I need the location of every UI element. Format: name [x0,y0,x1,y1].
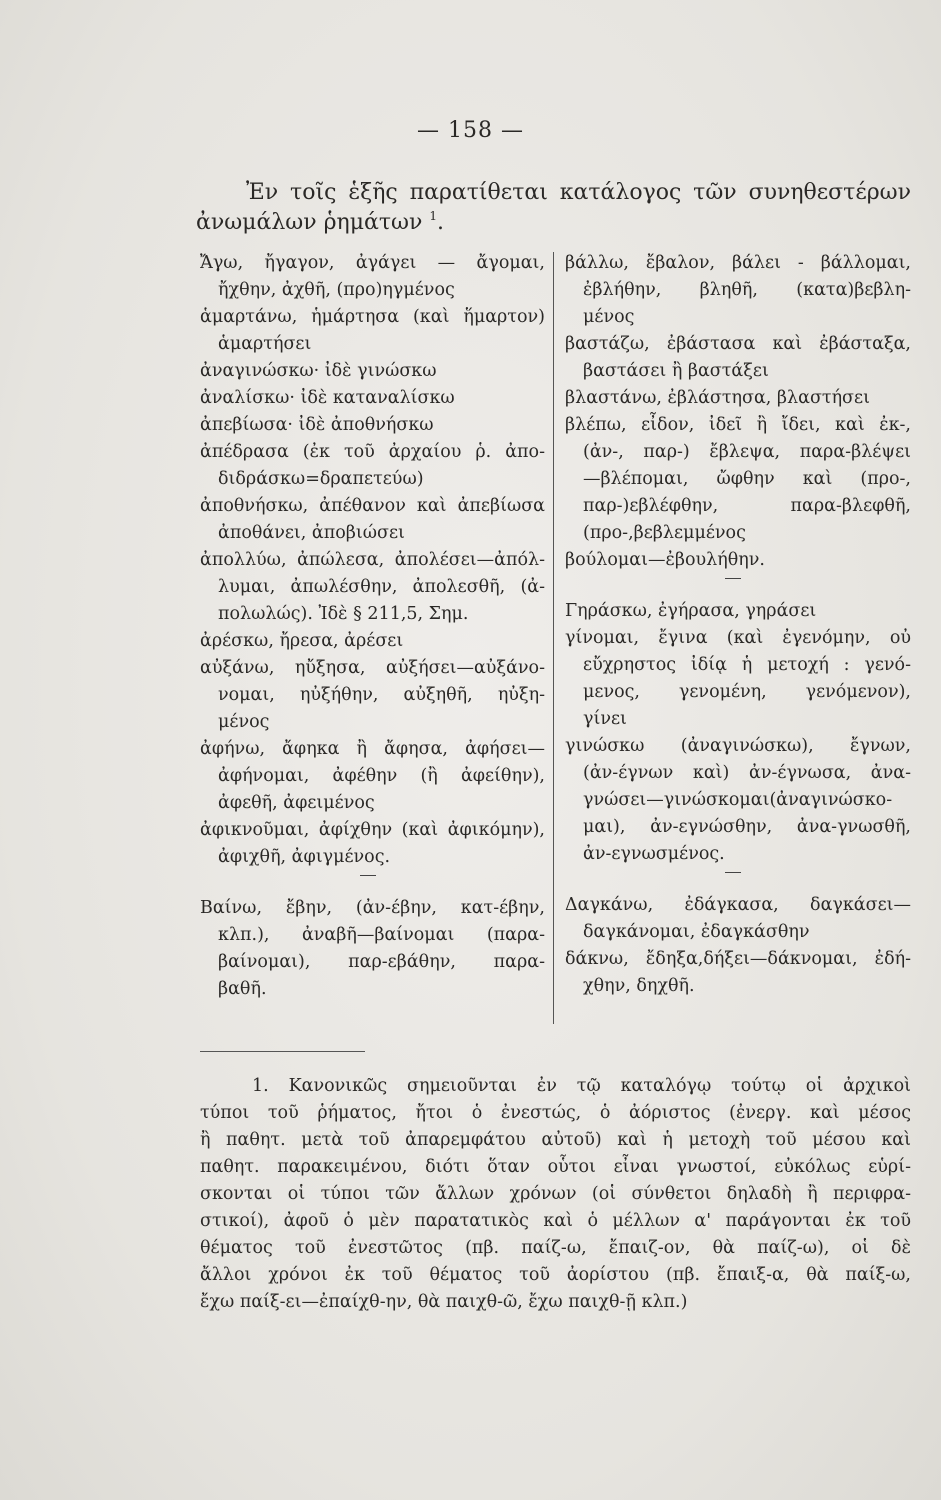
verb-entry-line: ἀποθνήσκω, ἀπέθανον καὶ ἀπεβίωσα [200,496,545,516]
separator-dash [725,578,741,579]
verb-entry-line: ἀφήνω, ἄφηκα ἢ ἄφησα, ἀφήσει— [200,739,545,759]
verb-entry-line: ἀναλίσκω· ἰδὲ καταναλίσκω [200,388,455,408]
verb-entry-line: Ἄγω, ἤγαγον, ἀγάγει — ἄγομαι, [200,253,545,273]
footnote-line: 1. Κανονικῶς σημειοῦνται ἐν τῷ καταλόγῳ τούτῳ οἱ ἀρχικοὶ [252,1076,911,1096]
verb-entry-line: ἀφικνοῦμαι, ἀφίχθην (καὶ ἀφικόμην), [200,820,545,840]
verb-entry-line: λυμαι, ἀπωλέσθην, ἀπολεσθῆ, (ἀ- [218,577,545,597]
footnote-line: ἄλλοι χρόνοι ἐκ τοῦ θέματος τοῦ ἀορίστου (πβ. ἔπαιξ-α, θὰ παίξ-ω, [200,1265,911,1285]
verb-entry-line: βαστάσει ἢ βαστάξει [583,361,769,381]
verb-entry-line: διδράσκω=δραπετεύω) [218,469,424,489]
intro-line: Ἐν τοῖς ἑξῆς παρατίθεται κατάλογος τῶν συνηθεστέρων [246,180,911,205]
verb-entry-line: (προ-,βεβλεμμένος [583,523,746,543]
verb-entry [565,412,911,547]
footnote-line: τύποι τοῦ ῥήματος, ἤτοι ὁ ἐνεστώς, ὁ ἀόριστος (ἐνεργ. καὶ μέσος [200,1103,911,1123]
footnote-rule [200,1051,365,1052]
separator-dash [360,875,376,876]
verb-entry [565,250,911,331]
footnote-line: θέματος τοῦ ἐνεστῶτος (πβ. παίζ-ω, ἔπαιζ-ον, θὰ παίζ-ω), οἱ δὲ [200,1238,911,1258]
verb-entry-line: Γηράσκω, ἐγήρασα, γηράσει [565,601,817,621]
verb-entry-line: παρ-)εβλέφθην, παρα-βλεφθῆ, [583,496,911,516]
verb-entry-line: ἁμαρτήσει [218,334,312,354]
verb-entry-line: ἀναγινώσκω· ἰδὲ γινώσκω [200,361,437,381]
verb-entry-line: μενος, γενομένη, γενόμενον), [583,682,911,702]
footnote-line: σκονται οἱ τύποι τῶν ἄλλων χρόνων (οἱ σύνθετοι δηλαδὴ ἢ περιφρα- [200,1184,911,1204]
verb-entry [565,547,911,574]
verb-entry-line: μένος [583,307,635,327]
verb-entry-line: βλαστάνω, ἐβλάστησα, βλαστήσει [565,388,870,408]
verb-entry-line: νομαι, ηὐξήθην, αὐξηθῆ, ηὐξη- [218,685,545,705]
footnote-line: παθητ. παρακειμένου, διότι ὅταν οὗτοι εἶναι γνωστοί, εὐκόλως εὑρί- [200,1157,911,1177]
verb-entry [200,385,545,412]
verb-entry-line: δαγκάνομαι, ἐδαγκάσθην [583,922,810,942]
verb-entry [200,736,545,817]
verb-entry-line: γίνομαι, ἔγινα (καὶ ἐγενόμην, οὐ [565,628,911,648]
section-separator [200,871,545,895]
verb-entry [200,493,545,547]
verb-entry-line: βλέπω, εἶδον, ἰδεῖ ἢ ἴδει, καὶ ἐκ-, [565,415,911,435]
verb-entry [200,547,545,628]
verb-entry [200,439,545,493]
intro-paragraph [196,178,911,238]
left-column [200,250,545,1003]
intro-line: ἀνωμάλων ῥημάτων $^1$. [196,209,444,235]
verb-entry-line: ἀφεθῆ, ἀφειμένος [218,793,375,813]
verb-entry-line: κλπ.), ἀναβῆ—βαίνομαι (παρα- [218,925,545,945]
verb-entry-line: βαθῆ. [218,979,267,999]
verb-entry [565,892,911,946]
verb-entry [565,598,911,625]
verb-entry [565,625,911,733]
verb-entry-line: εὔχρηστος ἰδίᾳ ἡ μετοχή : γενό- [583,655,911,675]
footnote-line: ἢ παθητ. μετὰ τοῦ ἀπαρεμφάτου αὐτοῦ) καὶ ἡ μετοχὴ τοῦ μέσου καὶ [200,1130,911,1150]
verb-entry-line: χθην, δηχθῆ. [583,976,695,996]
footnote-marker: 1 [429,209,437,223]
footnote-line: ἔχω παίξ-ει—ἐπαίχθ-ην, θὰ παιχθ-ῶ, ἔχω παιχθ-ῇ κλπ.) [200,1292,688,1312]
verb-entry [200,655,545,736]
verb-entry-line: ἁμαρτάνω, ἡμάρτησα (καὶ ἥμαρτον) [200,307,545,327]
verb-entry-line: Βαίνω, ἔβην, (ἀν-έβην, κατ-έβην, [200,898,545,918]
footnote-line: στικοί), ἀφοῦ ὁ μὲν παρατατικὸς καὶ ὁ μέλλων α' παράγονται ἐκ τοῦ [200,1211,911,1231]
page-number: — 158 — [417,118,524,143]
verb-entry [200,628,545,655]
verb-entry-line: βούλομαι—ἐβουλήθην. [565,550,765,570]
verb-entry-line: βαίνομαι), παρ-εβάθην, παρα- [218,952,545,972]
verb-entry-line: βάλλω, ἔβαλον, βάλει - βάλλομαι, [565,253,911,273]
verb-entry-line: ἀποθάνει, ἀποβιώσει [218,523,405,543]
verb-entry-line: ἀπέδρασα (ἐκ τοῦ ἀρχαίου ῥ. ἀπο- [200,442,545,462]
verb-entry-line: ἀπολλύω, ἀπώλεσα, ἀπολέσει—ἀπόλ- [200,550,545,570]
verb-entry-line: ἀν-εγνωσμένος. [583,844,725,864]
verb-entry-line: ἀρέσκω, ἤρεσα, ἀρέσει [200,631,404,651]
verb-entry [200,895,545,1003]
verb-entry [200,250,545,304]
verb-entry-line: ἐβλήθην, βληθῆ, (κατα)βεβλη- [583,280,911,300]
verb-entry-line: μαι), ἀν-εγνώσθην, ἀνα-γνωσθῆ, [583,817,911,837]
separator-dash [725,872,741,873]
verb-entry-line: βαστάζω, ἐβάστασα καὶ ἐβάσταξα, [565,334,911,354]
section-separator [565,868,911,892]
verb-entry [565,946,911,1000]
column-divider [553,252,554,1024]
verb-entry-line: αὐξάνω, ηὔξησα, αὐξήσει—αὐξάνο- [200,658,545,678]
verb-entry-line: Δαγκάνω, ἐδάγκασα, δαγκάσει— [565,895,911,915]
verb-entry [565,385,911,412]
verb-entry-line: δάκνω, ἔδηξα,δήξει—δάκνομαι, ἐδή- [565,949,911,969]
verb-entry-line: —βλέπομαι, ὤφθην καὶ (προ-, [583,469,911,489]
verb-entry [200,358,545,385]
verb-entry-line: ἤχθην, ἀχθῆ, (προ)ηγμένος [218,280,455,300]
verb-entry [200,817,545,871]
right-column [565,250,911,1000]
verb-entry-line: γνώσει—γινώσκομαι(ἀναγινώσκο- [583,790,893,810]
verb-entry-line: ἀφήνομαι, ἀφέθην (ἢ ἀφείθην), [218,766,545,786]
verb-entry-line: (ἀν-έγνων καὶ) ἀν-έγνωσα, ἀνα- [583,763,911,783]
verb-entry [565,733,911,868]
verb-entry [565,331,911,385]
section-separator [565,574,911,598]
verb-entry-line: (ἀν-, παρ-) ἔβλεψα, παρα-βλέψει [583,442,911,462]
verb-entry-line: γίνει [583,709,627,729]
verb-entry-line: πολωλώς). Ἰδὲ § 211,5, Σημ. [218,604,469,624]
verb-entry-line: μένος [218,712,270,732]
verb-entry-line: ἀφιχθῆ, ἀφιγμένος. [218,847,391,867]
verb-entry [200,304,545,358]
verb-entry-line: γινώσκω (ἀναγινώσκω), ἔγνων, [565,736,911,756]
footnote [200,1073,911,1316]
verb-entry [200,412,545,439]
verb-entry-line: ἀπεβίωσα· ἰδὲ ἀποθνήσκω [200,415,434,435]
intro-line-text: ἀνωμάλων ῥημάτων [196,210,423,235]
